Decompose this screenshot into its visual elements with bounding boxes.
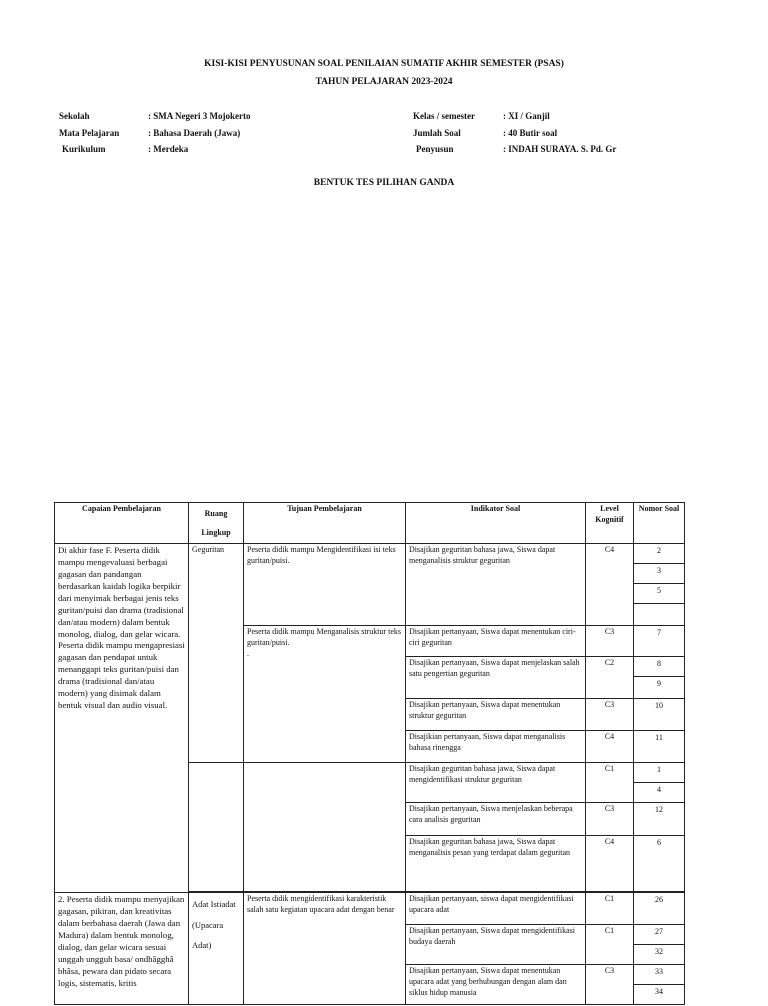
nomor-cell: [634, 763, 685, 803]
nomor-value: 33: [634, 965, 684, 985]
mapel-label: Mata Pelajaran: [59, 128, 120, 138]
nomor-cell: [634, 836, 685, 892]
tujuan-cell-empty: [244, 763, 406, 892]
nomor-cell: [634, 699, 685, 731]
level-cell: C4: [586, 731, 634, 763]
nomor-value: 9: [657, 679, 661, 689]
ruang-cell: Geguritan: [189, 544, 244, 763]
nomor-value: 7: [657, 628, 661, 638]
level-cell: C3: [586, 699, 634, 731]
nomor-value: 3: [634, 564, 684, 584]
document-title: KISI-KISI PENYUSUNAN SOAL PENILAIAN SUMATIF AKHIR SEMESTER (PSAS): [204, 59, 564, 69]
nomor-cell: [634, 626, 685, 657]
indikator-cell: Disajikan geguritan bahasa jawa, Siswa dapat menganalisis struktur geguritan: [406, 544, 586, 626]
level-cell: C3: [586, 803, 634, 836]
table-row: [55, 544, 685, 626]
level-cell: C3: [586, 965, 634, 1005]
nomor-value: 5: [634, 584, 684, 604]
tujuan-cell: Peserta didik mampu Mengidentifikasi isi teks guritan/puisi.: [244, 544, 406, 626]
penyusun-label: Penyusun: [416, 144, 454, 154]
indikator-cell: Disajikan pertanyaan, Siswa dapat menentukan upacara adat yang berhubungan dengan alam dan siklus hidup manusia: [406, 965, 586, 1005]
indikator-cell: Disajikan pertanyaan, Siswa menjelaskan beberapa cara analisis geguritan: [406, 803, 586, 836]
level-cell: C2: [586, 657, 634, 699]
document-subtitle: TAHUN PELAJARAN 2023-2024: [315, 77, 453, 87]
tujuan-cell: [244, 626, 406, 763]
nomor-value: 26: [655, 895, 663, 905]
level-cell: C3: [586, 626, 634, 657]
indikator-cell: Disajikan geguritan bahasa jawa, Siswa dapat mengidentifikasi struktur geguritan: [406, 763, 586, 803]
jumlah-value: : 40 Butir soal: [503, 128, 558, 138]
nomor-cell: [634, 657, 685, 699]
level-cell: C4: [586, 544, 634, 626]
indikator-cell: Disajikan pertanyaan, siswa dapat mengidentifikasi upacara adat: [406, 893, 586, 925]
level-cell: C1: [586, 925, 634, 965]
nomor-value: 32: [655, 947, 663, 957]
kisi-table: [54, 502, 685, 1005]
indikator-cell: Disajikan pertanyaan, Siswa dapat menjelaskan salah satu pengertian geguritan: [406, 657, 586, 699]
nomor-value: 27: [634, 925, 684, 945]
col-indikator: Indikator Soal: [406, 503, 586, 544]
indikator-cell: Disajikan geguritan bahasa jawa, Siswa dapat menganalisis pesan yang terdapat dalam geguritan: [406, 836, 586, 892]
kelas-label: Kelas / semester: [413, 111, 475, 121]
col-nomor: Nomor Soal: [634, 503, 685, 544]
nomor-value: 12: [655, 805, 663, 815]
indikator-cell: Disajikian pertanyaan, Siswa dapat menganalisis bahasa rinengga: [406, 731, 586, 763]
table-header-row: [55, 503, 685, 544]
nomor-value: 8: [634, 657, 684, 677]
mapel-value: : Bahasa Daerah (Jawa): [148, 128, 241, 138]
ruang-cell-empty: [189, 763, 244, 892]
kelas-value: : XI / Ganjil: [503, 111, 550, 121]
nomor-cell: [634, 803, 685, 836]
nomor-cell: [634, 925, 685, 965]
test-form-heading: BENTUK TES PILIHAN GANDA: [313, 178, 455, 188]
nomor-value: [634, 604, 684, 623]
nomor-cell: [634, 893, 685, 925]
jumlah-label: Jumlah Soal: [413, 128, 461, 138]
nomor-value: 1: [634, 763, 684, 783]
level-cell: C4: [586, 836, 634, 892]
level-cell: C1: [586, 893, 634, 925]
tujuan-dot: .: [247, 648, 249, 658]
penyusun-value: : INDAH SURAYA. S. Pd. Gr: [503, 144, 617, 154]
tujuan-cell: Peserta didik mengidentifikasi karakteristik salah satu kegiatan upacara adat dengan benar: [244, 893, 406, 1005]
ruang-cell: Adat Istiadat (Upacara Adat): [189, 893, 244, 1005]
capaian-cell: Di akhir fase F. Peserta didik mampu mengevaluasi berbagai gagasan dan pandangan berdasarkan kaidah logika berpikir dari menyimak berbagai jenis teks guritan/puisi dan drama (tradisional dan/atau modern) dalam bentuk monolog, dialog, dan gelar wicara. Peserta didik mampu mengapresiasi gagasan dan pendapat untuk menanggapi teks guritan/puisi dan drama (tradisional dan/atau modern) yang disimak dalam bentuk visual dan audio visual.: [55, 544, 189, 893]
indikator-cell: Disajikan pertanyaan, Siswa dapat menentukan struktur geguritan: [406, 699, 586, 731]
nomor-value: 10: [655, 701, 663, 711]
kurikulum-label: Kurikulum: [62, 144, 106, 154]
table-row: [55, 893, 685, 925]
nomor-value: 4: [657, 785, 661, 795]
level-cell: C1: [586, 763, 634, 803]
col-level: Level Kognitif: [586, 503, 634, 544]
nomor-value: 34: [655, 987, 663, 997]
col-capaian: Capaian Pembelajaran: [55, 503, 189, 544]
nomor-cell: [634, 731, 685, 763]
indikator-cell: Disajikan pertanyaan, Siswa dapat menentukan ciri-ciri geguritan: [406, 626, 586, 657]
tujuan-text: Peserta didik mampu Menganalisis struktur teks guritan/puisi.: [247, 627, 401, 648]
nomor-value: 11: [655, 733, 663, 743]
nomor-value: 2: [634, 544, 684, 564]
nomor-cell: [634, 544, 685, 626]
col-ruang-label: Ruang Lingkup: [201, 509, 231, 538]
sekolah-value: : SMA Negeri 3 Mojokerto: [148, 111, 251, 121]
nomor-cell: [634, 965, 685, 1005]
kurikulum-value: : Merdeka: [148, 144, 189, 154]
nomor-value: 6: [657, 838, 661, 848]
col-tujuan: Tujuan Pembelajaran: [244, 503, 406, 544]
indikator-cell: Disajikan pertanyaan, Siswa dapat mengidentifikasi budaya daerah: [406, 925, 586, 965]
capaian-cell: 2. Peserta didik mampu menyajikan gagasan, pikiran, dan kreativitas dalam berbahasa daerah (Jawa dan Madura) dalam bentuk monolog, dialog, dan gelar wicara sesuai unggah ungguh basa/ ondhâgghâ bhâsa, pewara dan pidato secara logis, sistematis, kritis: [55, 893, 189, 1005]
sekolah-label: Sekolah: [59, 111, 90, 121]
col-ruang: [189, 503, 244, 544]
